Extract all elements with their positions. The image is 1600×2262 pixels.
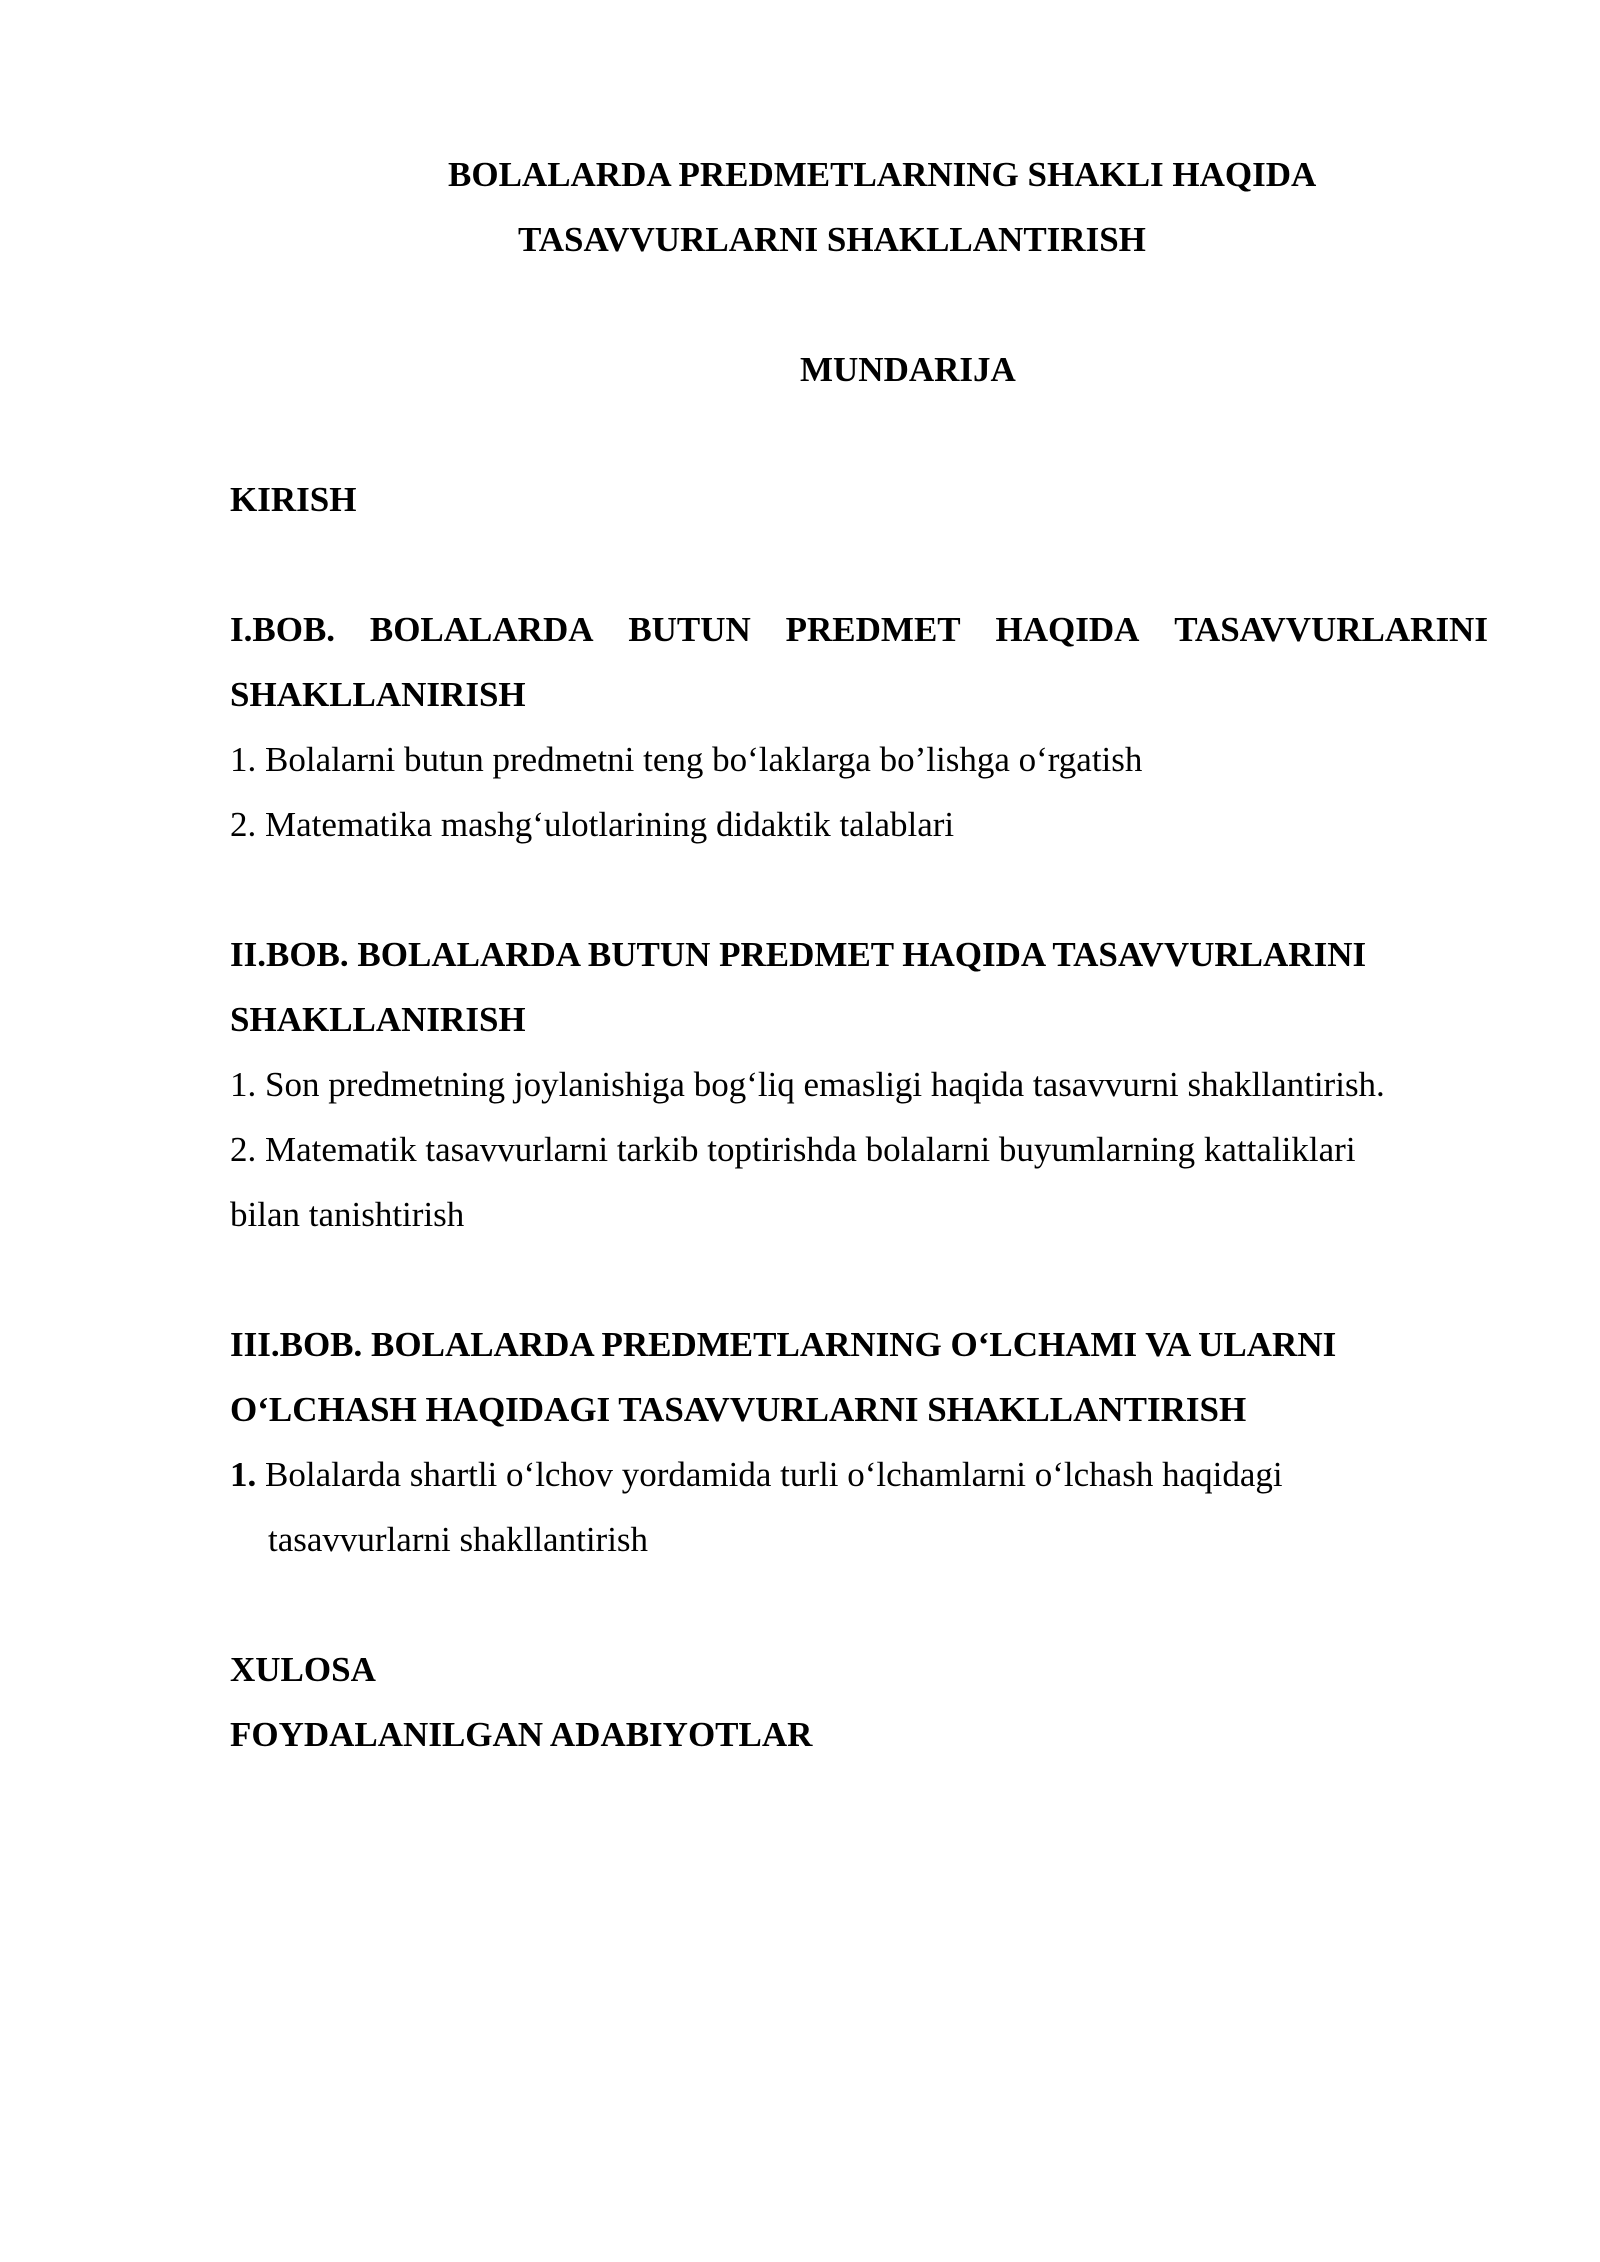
chapter-2-item-1: 1. Son predmetning joylanishiga bog‘liq emasligi haqida tasavvurni shakllantirish. — [230, 1065, 1385, 1104]
chapter-1-item-1: 1. Bolalarni butun predmetni teng bo‘laklarga bo’lishga o‘rgatish — [230, 740, 1143, 779]
chapter-3-item-1-number: 1. — [230, 1455, 257, 1494]
chapter-1-heading-word: TASAVVURLARINI — [1174, 610, 1488, 649]
chapter-1-heading-word: I.BOB. — [230, 610, 336, 649]
chapter-3-item-1-text: Bolalarda shartli o‘lchov yordamida turli o‘lchamlarni o‘lchash haqidagi — [256, 1455, 1283, 1494]
chapter-2-heading-line-2: SHAKLLANIRISH — [230, 1000, 526, 1039]
chapter-2-item-2-line-1: 2. Matematik tasavvurlarni tarkib toptirishda bolalarni buyumlarning kattaliklari — [230, 1130, 1356, 1169]
chapter-1-heading-line-2: SHAKLLANIRISH — [230, 675, 526, 714]
chapter-1-heading-line-1 — [230, 610, 1488, 650]
toc-entry-references: FOYDALANILGAN ADABIYOTLAR — [230, 1715, 813, 1754]
toc-heading: MUNDARIJA — [800, 350, 1016, 389]
chapter-1-heading-word: BUTUN — [628, 610, 751, 649]
chapter-1-heading-word: PREDMET — [785, 610, 961, 649]
chapter-2-heading-line-1: II.BOB. BOLALARDA BUTUN PREDMET HAQIDA TASAVVURLARINI — [230, 935, 1367, 974]
toc-entry-intro: KIRISH — [230, 480, 357, 519]
document-title-line-1: BOLALARDA PREDMETLARNING SHAKLI HAQIDA — [448, 155, 1317, 194]
chapter-1-item-2: 2. Matematika mashg‘ulotlarining didaktik talablari — [230, 805, 955, 844]
chapter-3-item-1-line-1 — [230, 1455, 1283, 1495]
toc-entry-conclusion: XULOSA — [230, 1650, 376, 1689]
chapter-3-heading-line-1: III.BOB. BOLALARDA PREDMETLARNING O‘LCHAMI VA ULARNI — [230, 1325, 1337, 1364]
chapter-1-heading-word: HAQIDA — [995, 610, 1140, 649]
chapter-2-item-2-line-2: bilan tanishtirish — [230, 1195, 465, 1234]
chapter-3-heading-line-2: O‘LCHASH HAQIDAGI TASAVVURLARNI SHAKLLANTIRISH — [230, 1390, 1247, 1429]
chapter-3-item-1-line-2: tasavvurlarni shakllantirish — [268, 1520, 649, 1559]
document-title-line-2: TASAVVURLARNI SHAKLLANTIRISH — [518, 220, 1146, 259]
chapter-1-heading-word: BOLALARDA — [369, 610, 594, 649]
